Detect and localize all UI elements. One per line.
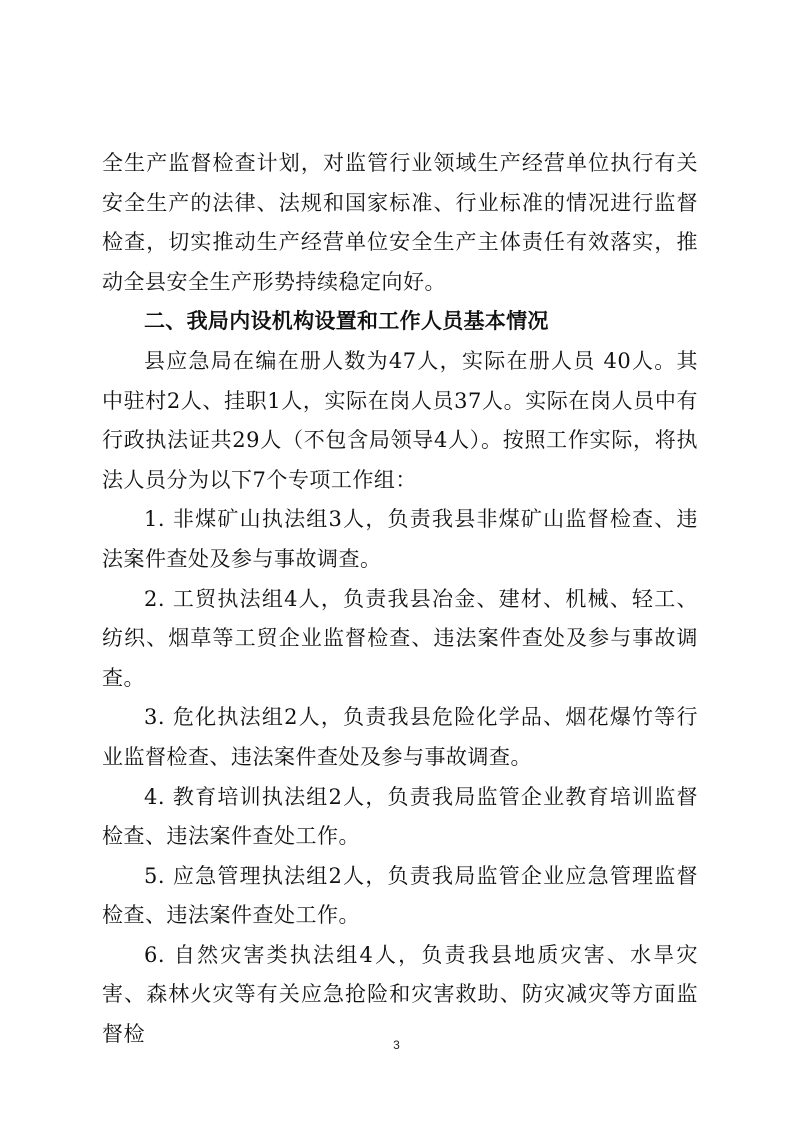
list-item-group-6: 6. 自然灾害类执法组4人，负责我县地质灾害、水旱灾害、森林火灾等有关应急抢险和灾害救助、防灾减灾等方面监督检 bbox=[102, 942, 698, 1047]
paragraph-continuation: 全生产监督检查计划，对监管行业领域生产经营单位执行有关安全生产的法律、法规和国家标准、行业标准的情况进行监督检查，切实推动生产经营单位安全生产主体责任有效落实，推动全县安全生产形势持续稳定向好。 bbox=[102, 151, 698, 294]
document-body bbox=[102, 144, 698, 1055]
list-item-group-4: 4. 教育培训执法组2人，负责我局监管企业教育培训监督检查、违法案件查处工作。 bbox=[102, 784, 698, 849]
list-item-group-5: 5. 应急管理执法组2人，负责我局监管企业应急管理监督检查、违法案件查处工作。 bbox=[102, 863, 698, 928]
list-item-group-2: 2. 工贸执法组4人，负责我县冶金、建材、机械、轻工、纺织、烟草等工贸企业监督检查、违法案件查处及参与事故调查。 bbox=[102, 586, 698, 690]
section-heading: 二、我局内设机构设置和工作人员基本情况 bbox=[144, 309, 549, 334]
page-number: 3 bbox=[393, 1038, 400, 1052]
list-item-group-3: 3. 危化执法组2人，负责我县危险化学品、烟花爆竹等行业监督检查、违法案件查处及参与事故调查。 bbox=[102, 705, 698, 769]
list-item-group-1: 1. 非煤矿山执法组3人，负责我县非煤矿山监督检查、违法案件查处及参与事故调查。 bbox=[102, 507, 698, 571]
paragraph-staff-overview: 县应急局在编在册人数为47人，实际在册人员 40人。其中驻村2人、挂职1人，实际在岗人员37人。实际在岗人员中有行政执法证共29人（不包含局领导4人）。按照工作实际，将执法人员分为以下7个专项工作组： bbox=[102, 348, 698, 492]
